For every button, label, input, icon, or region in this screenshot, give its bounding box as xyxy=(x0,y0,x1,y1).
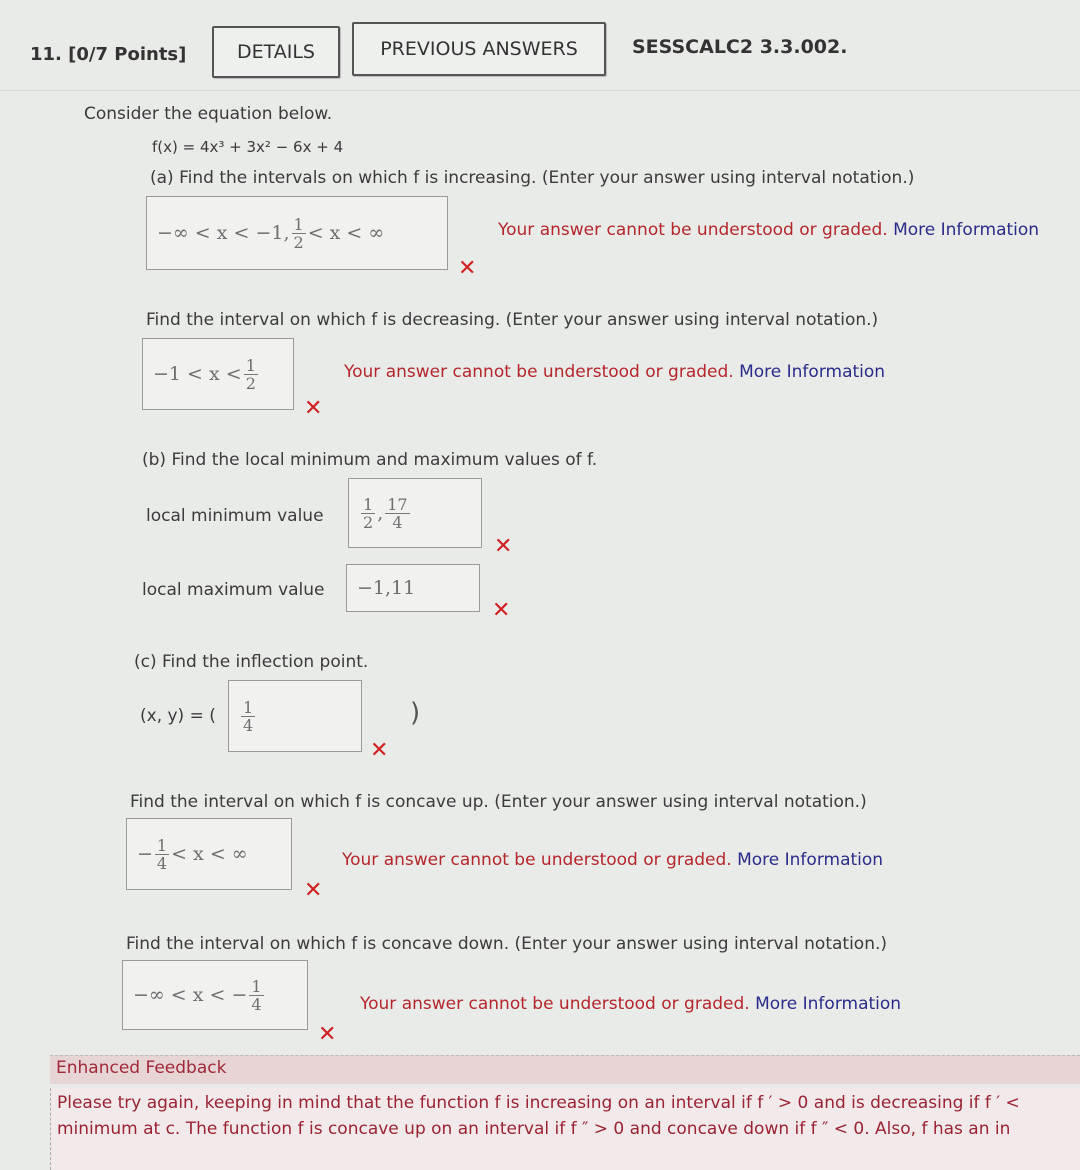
xy-label: (x, y) = ( xyxy=(140,706,216,726)
prompt-inflection: (c) Find the inflection point. xyxy=(134,652,369,672)
prompt-concave-up: Find the interval on which f is concave up. (Enter your answer using interval notation.) xyxy=(130,792,867,812)
prompt-increasing: (a) Find the intervals on which f is increasing. (Enter your answer using interval notation.) xyxy=(150,168,915,188)
incorrect-x-icon: ✕ xyxy=(492,598,511,623)
decreasing-answer-fraction xyxy=(244,357,258,392)
feedback-title: Enhanced Feedback xyxy=(56,1058,227,1078)
error-message xyxy=(344,362,885,382)
error-text: Your answer cannot be understood or graded. xyxy=(344,362,734,382)
problem-equation: f(x) = 4x³ + 3x² − 6x + 4 xyxy=(152,138,344,156)
fraction-numerator: 1 xyxy=(243,697,254,717)
concave-up-suffix: < x < ∞ xyxy=(171,843,248,865)
concave-down-fraction xyxy=(249,978,263,1013)
fraction-numerator: 1 xyxy=(363,494,374,514)
incorrect-x-icon: ✕ xyxy=(458,256,477,281)
inflection-x-input[interactable] xyxy=(228,680,362,752)
error-message xyxy=(360,994,901,1014)
problem-code: SESSCALC2 3.3.002. xyxy=(632,36,848,58)
prompt-concave-down: Find the interval on which f is concave down. (Enter your answer using interval notation.) xyxy=(126,934,888,954)
min-fraction-1 xyxy=(361,496,375,531)
header-divider xyxy=(0,90,1080,91)
feedback-body xyxy=(50,1088,1080,1170)
increasing-answer-fraction xyxy=(292,216,306,251)
local-max-input[interactable] xyxy=(346,564,480,612)
feedback-line-2: minimum at c. The function f is concave up on an interval if f ″ > 0 and concave down if f ″ < 0. Also, f has an in xyxy=(57,1119,1011,1139)
error-text: Your answer cannot be understood or graded. xyxy=(498,220,888,240)
fraction-denominator: 4 xyxy=(251,994,262,1014)
increasing-answer-part2: < x < ∞ xyxy=(307,222,385,244)
prompt-local-extrema: (b) Find the local minimum and maximum values of f. xyxy=(142,450,598,470)
more-information-link[interactable]: More Information xyxy=(737,850,884,870)
close-paren: ) xyxy=(410,698,421,728)
fraction-numerator: 1 xyxy=(156,835,168,855)
local-min-input[interactable] xyxy=(348,478,482,548)
more-information-link[interactable]: More Information xyxy=(893,220,1040,240)
inflection-fraction xyxy=(241,699,255,734)
question-number: 11. [0/7 Points] xyxy=(30,44,187,65)
fraction-denominator: 2 xyxy=(363,512,374,532)
more-information-link[interactable]: More Information xyxy=(739,362,886,382)
fraction-numerator: 1 xyxy=(245,355,256,375)
local-min-label: local minimum value xyxy=(146,506,324,526)
fraction-denominator: 4 xyxy=(156,853,168,873)
incorrect-x-icon: ✕ xyxy=(318,1022,337,1047)
concave-down-prefix: −∞ < x < − xyxy=(133,984,248,1006)
feedback-line-1: Please try again, keeping in mind that the function f is increasing on an interval if f ′ > 0 and is decreasing if f ′ < xyxy=(57,1093,1020,1113)
prompt-decreasing: Find the interval on which f is decreasing. (Enter your answer using interval notation.) xyxy=(146,310,879,330)
previous-answers-button[interactable]: PREVIOUS ANSWERS xyxy=(352,22,606,76)
local-max-answer: −1,11 xyxy=(357,577,416,599)
error-message xyxy=(498,220,1039,240)
decreasing-answer-input[interactable] xyxy=(142,338,294,410)
fraction-denominator: 4 xyxy=(243,715,254,735)
concave-up-input[interactable] xyxy=(126,818,292,890)
fraction-numerator: 1 xyxy=(251,976,262,996)
fraction-numerator: 1 xyxy=(293,214,304,234)
increasing-answer-part1: −∞ < x < −1, xyxy=(157,222,290,244)
incorrect-x-icon: ✕ xyxy=(370,738,389,763)
concave-down-input[interactable] xyxy=(122,960,308,1030)
incorrect-x-icon: ✕ xyxy=(304,396,323,421)
concave-up-fraction xyxy=(155,837,169,872)
incorrect-x-icon: ✕ xyxy=(304,878,323,903)
decreasing-answer-part1: −1 < x < xyxy=(153,363,242,385)
fraction-denominator: 2 xyxy=(293,232,304,252)
more-information-link[interactable]: More Information xyxy=(755,994,902,1014)
min-separator: , xyxy=(377,502,384,524)
local-max-label: local maximum value xyxy=(142,580,325,600)
min-fraction-2 xyxy=(385,496,409,531)
fraction-numerator: 17 xyxy=(387,494,408,514)
error-message xyxy=(342,850,883,870)
increasing-answer-input[interactable] xyxy=(146,196,448,270)
details-button[interactable]: DETAILS xyxy=(212,26,340,78)
error-text: Your answer cannot be understood or graded. xyxy=(342,850,732,870)
error-text: Your answer cannot be understood or graded. xyxy=(360,994,750,1014)
concave-up-prefix: − xyxy=(137,843,153,865)
fraction-denominator: 2 xyxy=(245,373,256,393)
fraction-denominator: 4 xyxy=(392,512,403,532)
incorrect-x-icon: ✕ xyxy=(494,534,513,559)
problem-intro: Consider the equation below. xyxy=(84,104,333,124)
